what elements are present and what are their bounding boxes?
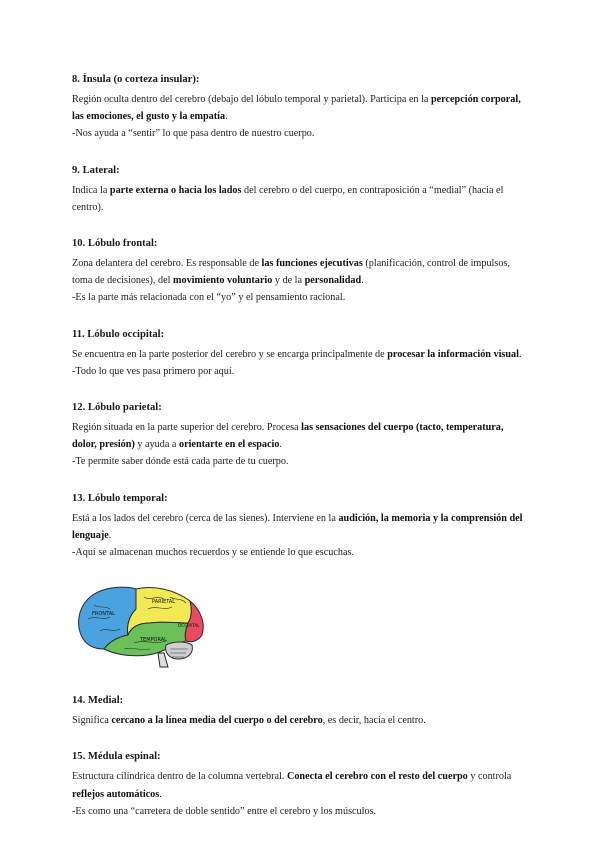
section-title: 15. Médula espinal: (72, 751, 161, 763)
section-medial (72, 691, 528, 729)
section-title: 14. Medial: (72, 695, 124, 707)
section-lobulo-occipital (72, 325, 528, 380)
section-lobulo-parietal (72, 398, 528, 471)
brainstem (158, 653, 168, 667)
section-title: 13. Lóbulo temporal: (72, 492, 168, 504)
section-medula-espinal (72, 747, 528, 820)
section-title: 10. Lóbulo frontal: (72, 238, 158, 250)
section-body: Región situada en la parte superior del cerebro. Procesa las sensaciones del cuerpo (tacto, temperatura, dolor, presión) y ayuda a orientarte en el espacio. (72, 422, 504, 451)
section-title: 8. Ínsula (o corteza insular): (72, 74, 200, 85)
section-note: -Es como una “carretera de doble sentido” entre el cerebro y los músculos. (72, 805, 377, 817)
section-body: Zona delantera del cerebro. Es responsable de las funciones ejecutivas (planificación, control de impulsos, toma de decisiones), del movimiento voluntario y de la personalidad. (72, 258, 510, 287)
temporal-label: TEMPORAL (140, 637, 167, 644)
section-body: Estructura cilíndrica dentro de la columna vertebral. Conecta el cerebro con el resto del cuerpo y controla reflejos automáticos. (72, 771, 512, 800)
section-note: -Es la parte más relacionada con el “yo” y el pensamiento racional. (72, 292, 346, 304)
section-body: Se encuentra en la parte posterior del cerebro y se encarga principalmente de procesar la información visual. (72, 348, 522, 360)
section-title: 11. Lóbulo occipital: (72, 328, 165, 340)
brain-diagram (74, 579, 214, 669)
parietal-label: PARIETAL (152, 599, 176, 606)
document-page (72, 70, 528, 838)
section-body: Significa cercano a la línea media del cuerpo o del cerebro, es decir, hacia el centro. (72, 715, 426, 727)
cerebellum (166, 642, 193, 659)
section-lobulo-frontal (72, 234, 528, 307)
section-note: -Aquí se almacenan muchos recuerdos y se entiende lo que escuchas. (72, 547, 355, 559)
frontal-label: FRONTAL (92, 611, 115, 618)
section-lateral (72, 161, 528, 216)
section-title: 9. Lateral: (72, 164, 120, 176)
brain-lobes-figure (74, 579, 214, 669)
section-note: -Todo lo que ves pasa primero por aquí. (72, 365, 235, 377)
section-note: -Te permite saber dónde está cada parte de tu cuerpo. (72, 456, 289, 468)
section-body: Región oculta dentro del cerebro (debajo del lóbulo temporal y parietal). Participa en la percepción corporal, las emociones, el gusto y la empatía. (72, 94, 521, 123)
section-body: Indica la parte externa o hacia los lados del cerebro o del cuerpo, en contraposición a “medial” (hacia el centro). (72, 184, 504, 213)
section-body: Está a los lados del cerebro (cerca de las sienes). Interviene en la audición, la memoria y la comprensión del lenguaje. (72, 512, 523, 541)
section-lobulo-temporal (72, 489, 528, 562)
section-note: -Nos ayuda a “sentir” lo que pasa dentro de nuestro cuerpo. (72, 128, 315, 140)
section-insula (72, 70, 528, 143)
occipital-label: OCCIPITAL (178, 623, 200, 629)
section-title: 12. Lóbulo parietal: (72, 402, 162, 414)
